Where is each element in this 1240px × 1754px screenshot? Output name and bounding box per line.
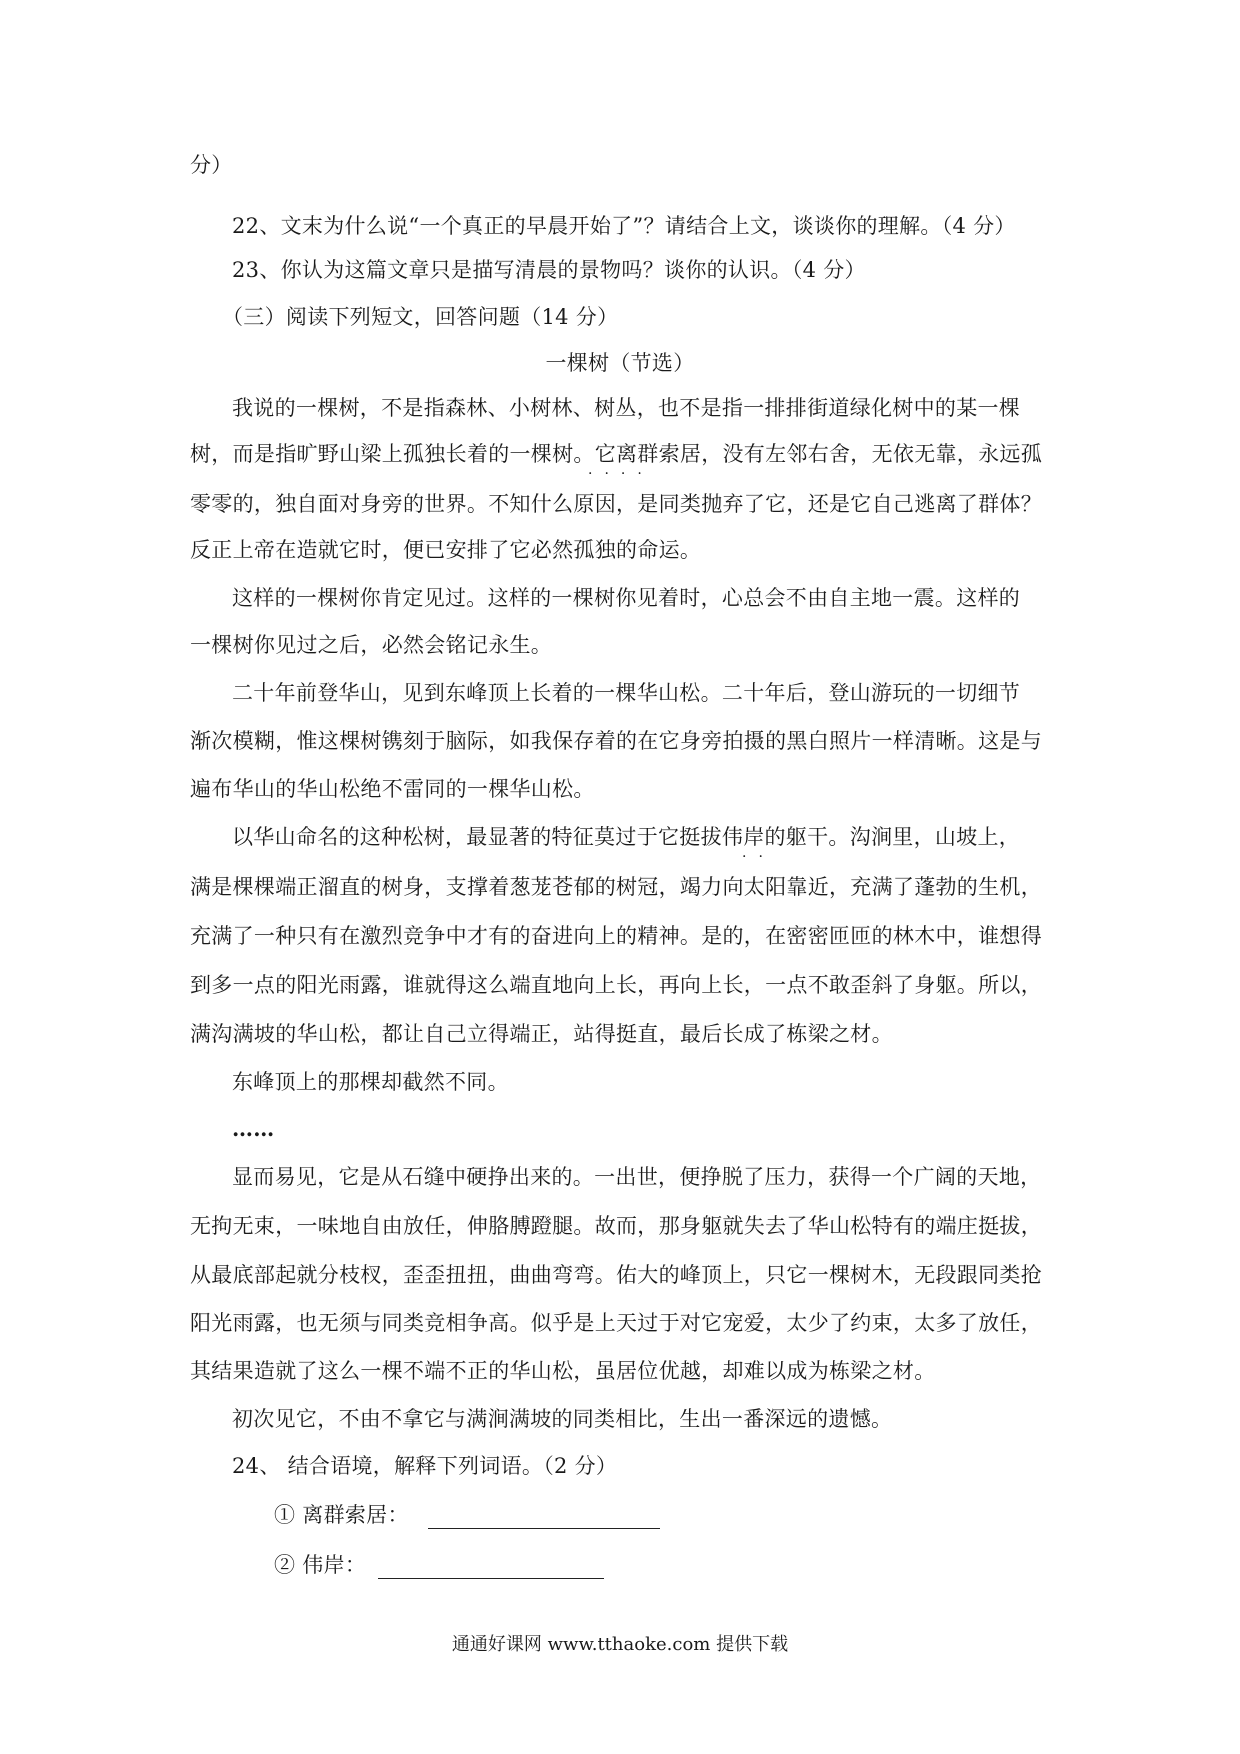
question-24-item-2: ② 伟岸： [274, 1553, 367, 1577]
article-line: 这样的一棵树你肯定见过。这样的一棵树你见着时，心总会不由自主地一震。这样的 [232, 586, 1021, 610]
article-line: 其结果造就了这么一棵不端不正的华山松，虽居位优越，却难以成为栋梁之材。 [190, 1359, 936, 1383]
article-line: 充满了一种只有在激烈竞争中才有的奋进向上的精神。是的，在密密匝匝的林木中，谁想得 [190, 924, 1042, 948]
article-line: 遍布华山的华山松绝不雷同的一棵华山松。 [190, 777, 595, 801]
answer-blank-2[interactable] [378, 1578, 604, 1579]
article-line: 到多一点的阳光雨露，谁就得这么端直地向上长，再向上长，一点不敢歪斜了身躯。所以， [190, 973, 1042, 997]
footer-watermark: 通通好课网 www.tthaoke.com 提供下载 [451, 1634, 789, 1655]
article-line: 零零的，独自面对身旁的世界。不知什么原因，是同类抛弃了它，还是它自己逃离了群体？ [190, 492, 1042, 516]
article-line: 初次见它，不由不拿它与满涧满坡的同类相比，生出一番深远的遗憾。 [232, 1407, 893, 1431]
emphasis-dots: ···· [588, 466, 654, 482]
article-line: 显而易见，它是从石缝中硬挣出来的。一出世，便挣脱了压力，获得一个广阔的天地， [232, 1165, 1042, 1189]
emphasis-dots: ·· [742, 849, 775, 865]
article-line: 树，而是指旷野山梁上孤独长着的一棵树。它离群索居，没有左邻右舍，无依无靠，永远孤 [190, 442, 1042, 466]
article-line: 反正上帝在造就它时，便已安排了它必然孤独的命运。 [190, 538, 702, 562]
text-line-continuation: 分） [190, 153, 233, 177]
section-heading-3: （三）阅读下列短文，回答问题（14 分） [222, 305, 619, 329]
article-line: 一棵树你见过之后，必然会铭记永生。 [190, 633, 553, 657]
question-23: 23、你认为这篇文章只是描写清晨的景物吗？谈你的认识。（4 分） [232, 258, 866, 282]
question-22: 22、文末为什么说“一个真正的早晨开始了”？请结合上文，谈谈你的理解。（4 分） [232, 214, 1016, 238]
article-line: 我说的一棵树，不是指森林、小树林、树丛，也不是指一排排街道绿化树中的某一棵 [232, 396, 1021, 420]
article-title: 一棵树（节选） [545, 351, 695, 375]
article-line: 东峰顶上的那棵却截然不同。 [232, 1070, 509, 1094]
article-line: 满是棵棵端正溜直的树身，支撑着葱茏苍郁的树冠，竭力向太阳靠近，充满了蓬勃的生机， [190, 875, 1042, 899]
article-line: 满沟满坡的华山松，都让自己立得端正，站得挺直，最后长成了栋梁之材。 [190, 1022, 893, 1046]
article-line: 阳光雨露，也无须与同类竞相争高。似乎是上天过于对它宠爱，太少了约束，太多了放任， [190, 1311, 1042, 1335]
answer-blank-1[interactable] [428, 1528, 660, 1529]
article-line: 从最底部起就分枝杈，歪歪扭扭，曲曲弯弯。佑大的峰顶上，只它一棵树木，无段跟同类抢 [190, 1263, 1042, 1287]
article-line: 二十年前登华山，见到东峰顶上长着的一棵华山松。二十年后，登山游玩的一切细节 [232, 681, 1021, 705]
question-24-stem: 24、 结合语境，解释下列词语。（2 分） [232, 1454, 618, 1478]
ellipsis: …… [232, 1116, 275, 1141]
article-line: 渐次模糊，惟这棵树镌刻于脑际，如我保存着的在它身旁拍摄的黑白照片一样清晰。这是与 [190, 729, 1042, 753]
question-24-item-1: ① 离群索居： [274, 1503, 409, 1527]
article-line: 以华山命名的这种松树，最显著的特征莫过于它挺拔伟岸的躯干。沟涧里，山坡上， [232, 825, 1021, 849]
article-line: 无拘无束，一味地自由放任，伸胳膊蹬腿。故而，那身躯就失去了华山松特有的端庄挺拔， [190, 1214, 1042, 1238]
